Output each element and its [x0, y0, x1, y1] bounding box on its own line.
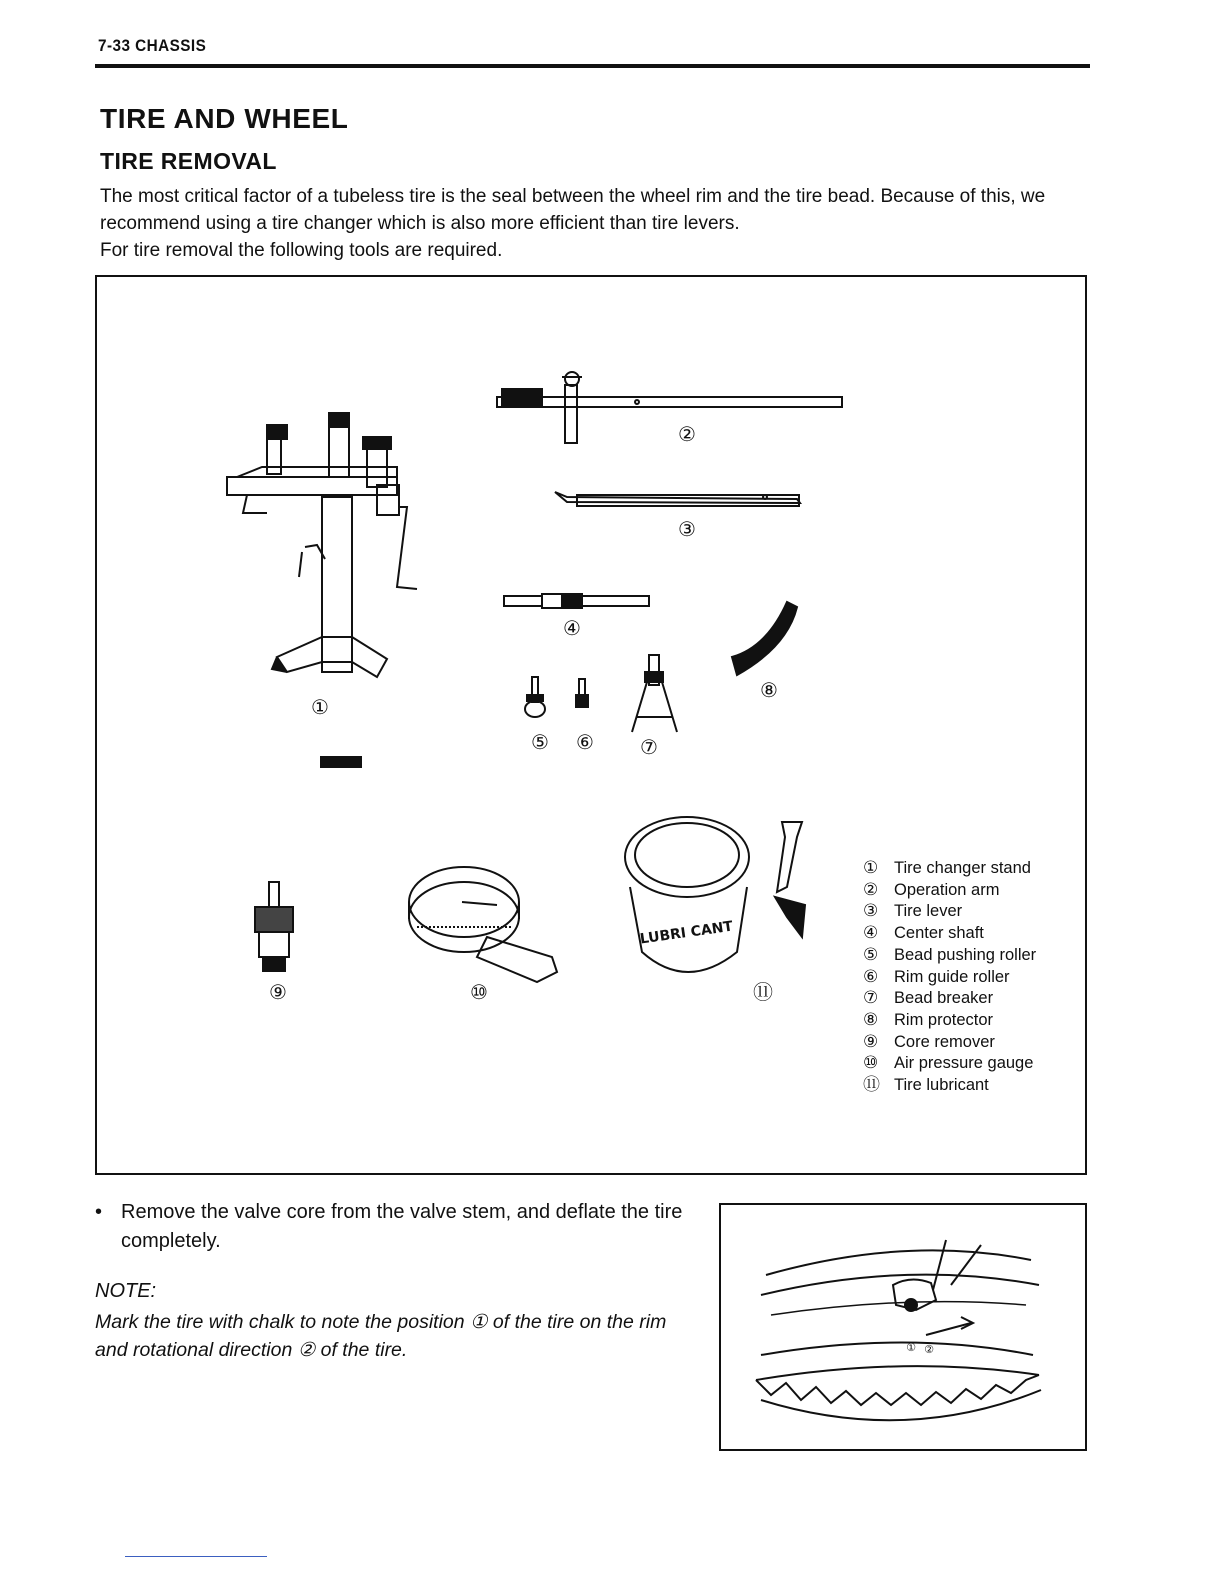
legend-number: ⑪ — [863, 1075, 880, 1096]
bead-breaker-icon — [632, 655, 677, 732]
callout-3: ③ — [678, 517, 696, 541]
photo-marker-2: ② — [924, 1343, 934, 1356]
legend-item — [863, 967, 1036, 989]
legend-label: Operation arm — [894, 880, 1000, 899]
legend-item — [863, 1032, 1036, 1054]
rim-guide-roller-icon — [576, 679, 588, 707]
intro-text: The most critical factor of a tubeless tire is the seal between the wheel rim and the tire bead. Because of this, we recommend using a tire changer which is also more efficient than tire levers. — [100, 186, 1046, 234]
legend-number: ⑤ — [863, 944, 879, 965]
intro-tools-required: For tire removal the following tools are required. — [100, 240, 503, 261]
callout-7: ⑦ — [640, 735, 658, 759]
bullet-text: Remove the valve core from the valve stem, and deflate the tire completely. — [121, 1201, 683, 1252]
bead-pushing-roller-icon — [525, 677, 545, 717]
instruction-bullet — [95, 1198, 695, 1256]
callout-1: ① — [311, 695, 329, 719]
callout-9: ⑨ — [269, 980, 287, 1004]
legend-label: Rim guide roller — [894, 967, 1010, 986]
legend-number: ⑧ — [863, 1009, 879, 1030]
valve-photo-figure — [719, 1203, 1087, 1451]
legend-label: Bead pushing roller — [894, 945, 1037, 964]
legend-item — [863, 880, 1036, 902]
legend-number: ⑦ — [863, 988, 879, 1009]
note-text: Mark the tire with chalk to note the position ① of the tire on the rim and rotational direction ② of the tire. — [95, 1311, 667, 1361]
footer-rule — [125, 1556, 267, 1557]
lubricant-can-label: LUBRI CANT — [638, 918, 734, 948]
callout-2: ② — [678, 422, 696, 446]
legend-item — [863, 1010, 1036, 1032]
legend-item — [863, 1053, 1036, 1075]
callout-5: ⑤ — [531, 730, 549, 754]
page-header-label: 7-33 CHASSIS — [98, 36, 207, 55]
legend-item — [863, 1075, 1036, 1097]
page-title: TIRE AND WHEEL — [100, 103, 349, 134]
callout-11: ⑪ — [753, 980, 773, 1004]
tire-lubricant-icon — [625, 817, 805, 972]
core-remover-icon — [255, 882, 293, 971]
intro-paragraph — [100, 183, 1095, 264]
legend-number: ⑩ — [863, 1053, 879, 1074]
tools-figure — [95, 275, 1087, 1175]
legend-label: Rim protector — [894, 1010, 994, 1029]
legend-number: ③ — [863, 901, 879, 922]
photo-marker-1: ① — [906, 1341, 916, 1354]
legend-label: Tire lubricant — [894, 1076, 989, 1095]
section-subtitle: TIRE REMOVAL — [100, 148, 277, 174]
operation-arm-icon — [497, 372, 842, 443]
legend-item — [863, 923, 1036, 945]
legend-label: Tire lever — [894, 902, 963, 921]
wheel-valve-illustration — [721, 1205, 1087, 1451]
legend-number: ① — [863, 858, 879, 878]
bullet-icon: • — [95, 1201, 103, 1223]
legend-label: Air pressure gauge — [894, 1054, 1034, 1073]
tools-legend — [863, 858, 1036, 1097]
callout-4: ④ — [563, 616, 581, 640]
air-pressure-gauge-icon — [409, 867, 557, 982]
callout-10: ⑩ — [470, 980, 488, 1004]
legend-number: ⑨ — [863, 1031, 879, 1052]
rim-protector-icon — [732, 602, 797, 675]
legend-label: Bead breaker — [894, 989, 994, 1008]
center-shaft-icon — [504, 594, 649, 608]
header-rule — [95, 64, 1090, 68]
note-label: NOTE: — [95, 1280, 157, 1302]
callout-8: ⑧ — [760, 678, 778, 702]
callout-6: ⑥ — [576, 730, 594, 754]
legend-item — [863, 901, 1036, 923]
legend-item — [863, 945, 1036, 967]
legend-item — [863, 858, 1036, 880]
legend-number: ④ — [863, 923, 879, 944]
legend-item — [863, 988, 1036, 1010]
legend-number: ⑥ — [863, 966, 879, 987]
legend-label: Tire changer stand — [894, 859, 1031, 877]
legend-number: ② — [863, 879, 879, 900]
legend-label: Center shaft — [894, 924, 984, 943]
legend-label: Core remover — [894, 1032, 995, 1051]
